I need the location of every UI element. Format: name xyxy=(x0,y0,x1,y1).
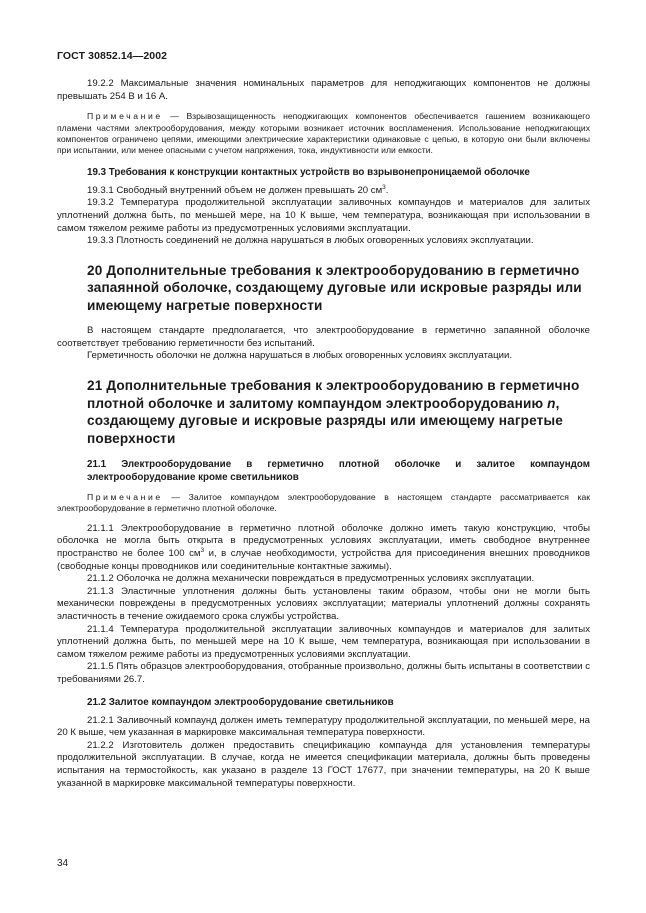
superscript: 3 xyxy=(200,546,205,554)
paragraph-21-2-2: 21.2.2 Изготовитель должен предоставить спецификацию компаунда для установления температуры продолжительной эксплуатации. В случае, когда не имеется спецификации материала, должны быть проведены испытания на термостойкость, как указано в разделе 13 ГОСТ 17677, при значении температуры, на 20 К выше указанной в маркировке максимальной температуры поверхности. xyxy=(57,739,590,789)
heading-21-2: 21.2 Залитое компаундом электрооборудование светильников xyxy=(87,696,394,708)
note-text: — Взрывозащищенность неподжигающих компонентов обеспечивается гашением возникающего пламени частями электрооборудования, между которыми возникает источник воспламенения. Использование неподжигающих компонентов ограничено цепями, имеющими электрические характеристики одинаковые с цепью, в которую они были включены при испытании, или менее опасными с учетом напряжения, тока, индуктивности или емкости. xyxy=(57,111,590,156)
heading-section-20: 20 Дополнительные требования к электрооборудованию в герметично запаянной оболочке, создающему дуговые или искровые разряды или имеющему нагретые поверхности xyxy=(87,262,582,313)
heading-19-3: 19.3 Требования к конструкции контактных устройств во взрывонепроницаемой оболочке xyxy=(87,166,530,178)
superscript: 3 xyxy=(382,183,386,191)
note-label: Примечание xyxy=(87,492,163,503)
paragraph-19-2-2: 19.2.2 Максимальные значения номинальных параметров для неподжигающих компонентов не должны превышать 254 В и 16 А. xyxy=(57,78,590,102)
paragraph-21-1-3: 21.1.3 Эластичные уплотнения должны быть установлены таким образом, чтобы они не могли быть механически повреждены в предусмотренных условиях эксплуатации; материалы уплотнений должны сохранять эластичность в течение ожидаемого срока службы устройства. xyxy=(57,585,590,623)
paragraph-20-a: В настоящем стандарте предполагается, что электрооборудование в герметично запаянной оболочке соответствует требованию герметичности без испытаний. xyxy=(57,325,590,349)
paragraph-text-end: . xyxy=(385,184,389,196)
heading-21-1: 21.1 Электрооборудование в герметично плотной оболочке и залитое компаундом электрооборудование кроме светильников xyxy=(87,459,590,484)
paragraph-19-3-2: 19.3.2 Температура продолжительной эксплуатации заливочных компаундов и материалов для залитых уплотнений должна быть, по меньшей мере, на 10 К выше, чем температура, возникающая при использовании в самом тяжелом режиме работы из предусмотренных условиями эксплуатации. xyxy=(57,197,590,234)
heading-italic: n xyxy=(547,395,556,411)
page-content xyxy=(57,78,590,790)
page-number: 34 xyxy=(57,858,69,869)
paragraph-21-1-5: 21.1.5 Пять образцов электрооборудования, отобранные произвольно, должны быть испытаны в соответствии с требованиями 26.7. xyxy=(57,661,590,685)
paragraph-21-1-2: 21.1.2 Оболочка не должна механически повреждаться в предусмотренных условиях эксплуатации. xyxy=(87,573,535,585)
document-header: ГОСТ 30852.14—2002 xyxy=(57,50,168,62)
note-2 xyxy=(57,492,590,515)
paragraph-21-1-1 xyxy=(57,523,590,573)
note-1 xyxy=(57,111,590,157)
paragraph-19-3-3: 19.3.3 Плотность соединений не должна нарушаться в любых оговоренных условиях эксплуатации. xyxy=(87,235,534,247)
paragraph-20-b: Герметичность оболочки не должна нарушаться в любых оговоренных условиях эксплуатации. xyxy=(87,350,513,362)
paragraph-21-1-4: 21.1.4 Температура продолжительной эксплуатации заливочных компаундов и материалов для залитых уплотнений должна быть, по меньшей мере на 10 К выше, чем температура, возникающая при использовании в самом тяжелом режиме работы из предусмотренных условиями эксплуатации. xyxy=(57,623,590,660)
paragraph-text: 19.3.1 Свободный внутренний объем не должен превышать 20 см xyxy=(87,184,383,196)
note-text: — Залитое компаундом электрооборудование в настоящем стандарте рассматривается как электрооборудование в герметично плотной оболочке. xyxy=(57,492,590,514)
paragraph-text-end: и, в случае необходимости, устройства для присоединения внешних проводников (свободные концы проводников или соединительные контактные зажимы). xyxy=(57,548,590,572)
note-label: Примечание xyxy=(87,111,163,122)
heading-text-end: , создающему дуговые и искровые разряды или имеющему нагретые поверхности xyxy=(87,395,563,446)
paragraph-text: 21.1.1 Электрооборудование в герметично плотной оболочке должно иметь такую конструкцию, чтобы оболочка не могла быть открыта в предусмотренных условиях эксплуатации, иметь свободное внутреннее пространство не более 100 см xyxy=(57,522,590,560)
paragraph-21-2-1: 21.2.1 Заливочный компаунд должен иметь температуру продолжительной эксплуатации, по меньшей мере, на 20 К выше, чем указанная в маркировке максимальная температура поверхности. xyxy=(57,714,590,739)
heading-section-21 xyxy=(57,377,590,447)
paragraph-19-3-1 xyxy=(57,185,590,198)
heading-text: 21 Дополнительные требования к электрооборудованию в герметично плотной оболочке и залитому компаундом электрооборудованию xyxy=(87,378,580,411)
